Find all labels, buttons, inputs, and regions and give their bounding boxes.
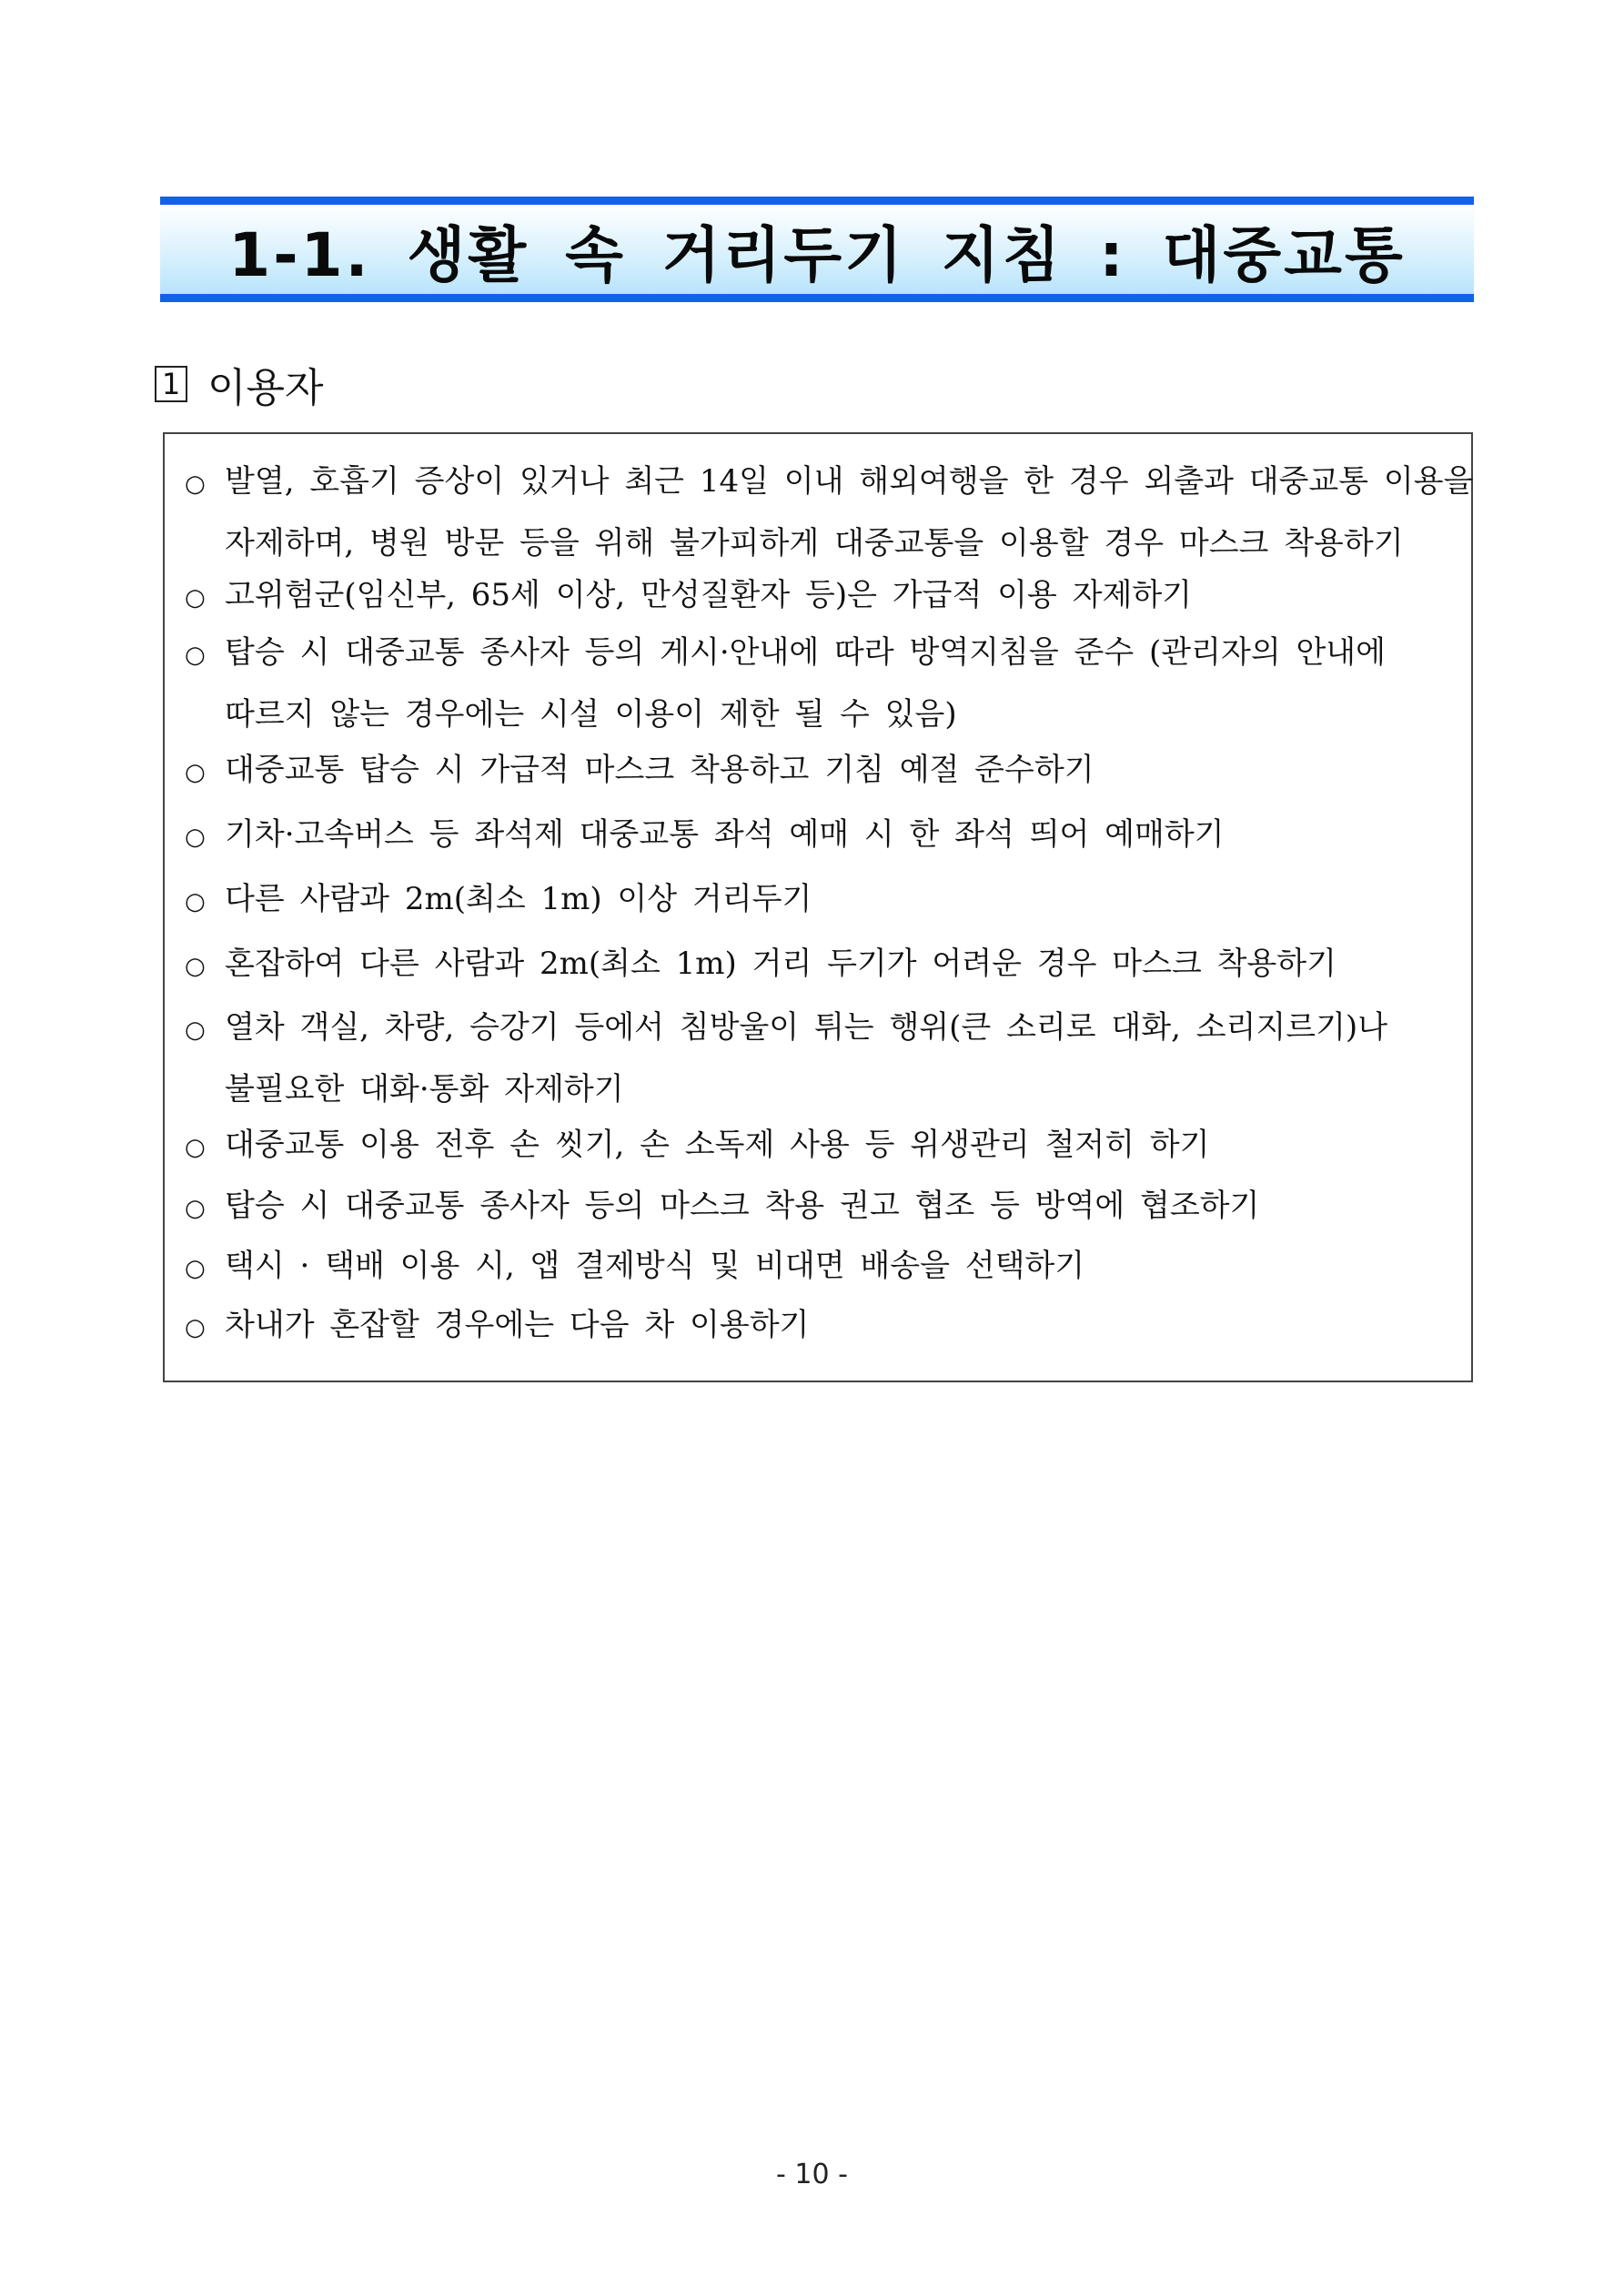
- bullet-icon: ○: [185, 953, 206, 980]
- item-text: 혼잡하여 다른 사람과 2m(최소 1m) 거리 두기가 어려운 경우 마스크 착용하기: [225, 946, 1337, 982]
- bullet-icon: ○: [185, 1314, 206, 1341]
- list-item: [185, 452, 1474, 573]
- bullet-icon: ○: [185, 888, 206, 915]
- bullet-icon: ○: [185, 1255, 206, 1282]
- item-text: 탑승 시 대중교통 종사자 등의 게시·안내에 따라 방역지침을 준수 (관리자의 안내에: [225, 634, 1386, 671]
- item-text: 다른 사람과 2m(최소 1m) 이상 거리두기: [225, 881, 812, 917]
- item-text: 탑승 시 대중교통 종사자 등의 마스크 착용 권고 협조 등 방역에 협조하기: [225, 1188, 1260, 1224]
- item-text-continued: 따르지 않는 경우에는 시설 이용이 제한 될 수 있음): [225, 696, 957, 733]
- list-item: [185, 1116, 1458, 1178]
- list-item: [185, 1296, 1458, 1358]
- item-text: 대중교통 이용 전후 손 씻기, 손 소독제 사용 등 위생관리 철저히 하기: [225, 1127, 1210, 1163]
- section-number-box: 1: [155, 366, 187, 402]
- title-banner: [160, 197, 1474, 302]
- bullet-icon: ○: [185, 1017, 206, 1044]
- list-item: [185, 741, 1458, 803]
- item-text: 택시 · 택배 이용 시, 앱 결제방식 및 비대면 배송을 선택하기: [225, 1248, 1085, 1284]
- item-text: 기차·고속버스 등 좌석제 대중교통 좌석 예매 시 한 좌석 띄어 예매하기: [225, 816, 1225, 853]
- section-title: 이용자: [207, 365, 324, 411]
- guideline-box: [163, 432, 1473, 1382]
- item-text: 대중교통 탑승 시 가급적 마스크 착용하고 기침 예절 준수하기: [225, 752, 1094, 788]
- item-text-continued: 불필요한 대화·통화 자제하기: [225, 1071, 624, 1108]
- bullet-icon: ○: [185, 1134, 206, 1161]
- bullet-icon: ○: [185, 584, 206, 612]
- list-item: [185, 998, 1458, 1119]
- item-text: 고위험군(임신부, 65세 이상, 만성질환자 등)은 가급적 이용 자제하기: [225, 577, 1193, 613]
- section-heading: [155, 355, 324, 413]
- bullet-icon: ○: [185, 824, 206, 851]
- page-title: 1-1. 생활 속 거리두기 지침 : 대중교통: [228, 219, 1406, 290]
- item-text: 열차 객실, 차량, 승강기 등에서 침방울이 튀는 행위(큰 소리로 대화, 소리지르기)나: [225, 1009, 1388, 1046]
- item-text-continued: 자제하며, 병원 방문 등을 위해 불가피하게 대중교통을 이용할 경우 마스크 착용하기: [225, 525, 1404, 561]
- list-item: [185, 805, 1458, 867]
- page-number: - 10 -: [776, 2159, 848, 2190]
- list-item: [185, 1177, 1458, 1239]
- list-item: [185, 623, 1458, 744]
- bullet-icon: ○: [185, 642, 206, 669]
- bullet-icon: ○: [185, 1195, 206, 1222]
- list-item: [185, 566, 1458, 628]
- bullet-icon: ○: [185, 759, 206, 786]
- list-item: [185, 870, 1458, 932]
- item-text: 차내가 혼잡할 경우에는 다음 차 이용하기: [225, 1307, 810, 1343]
- item-text: 발열, 호흡기 증상이 있거나 최근 14일 이내 해외여행을 한 경우 외출과 대중교통 이용을: [225, 463, 1474, 500]
- list-item: [185, 1237, 1458, 1299]
- bullet-icon: ○: [185, 470, 206, 498]
- list-item: [185, 935, 1458, 996]
